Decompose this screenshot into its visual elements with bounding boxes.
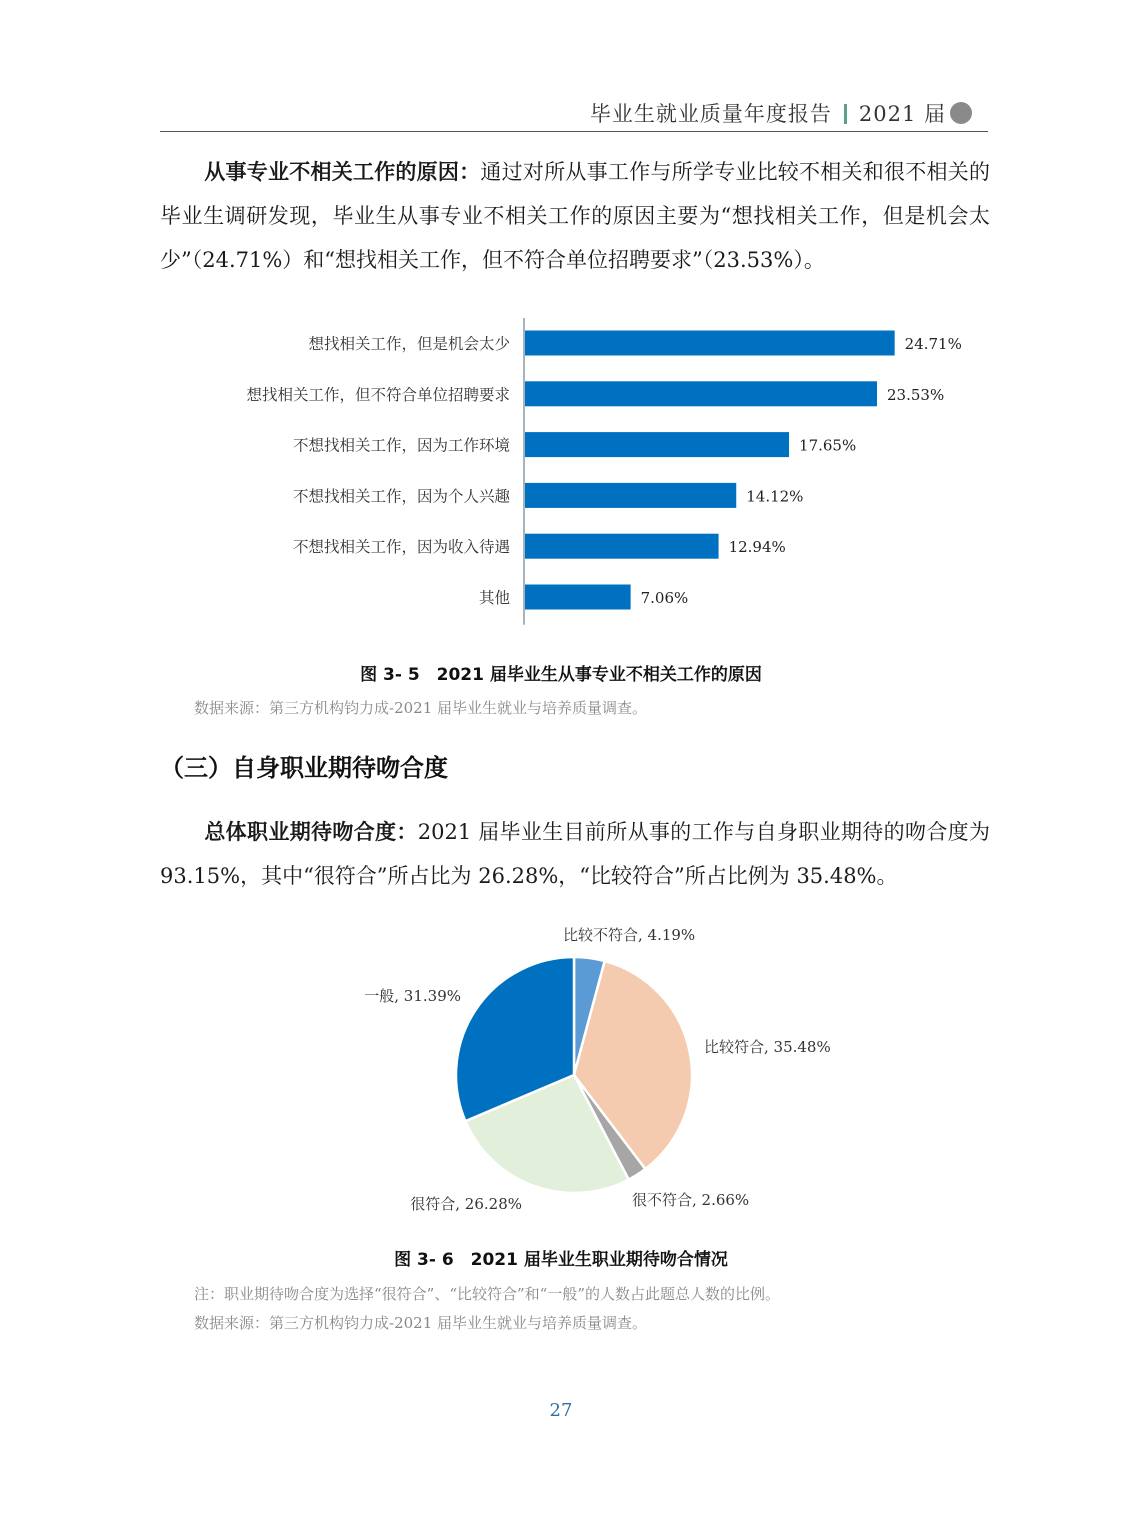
bar-chart-unrelated-reasons [160, 310, 990, 630]
bar-category-label: 不想找相关工作，因为收入待遇 [292, 538, 510, 557]
figure5-caption: 图 3- 5 2021 届毕业生从事专业不相关工作的原因 [360, 665, 762, 685]
paragraph-lead: 总体职业期待吻合度： [204, 820, 418, 844]
bar [525, 331, 895, 356]
bar-category-label: 其他 [478, 589, 510, 607]
paragraph-unrelated-reasons [160, 150, 990, 282]
pie-slice-label: 一般, 31.39% [364, 987, 461, 1005]
figure6-caption: 图 3- 6 2021 届毕业生职业期待吻合情况 [394, 1250, 728, 1270]
bar-value-label: 23.53% [887, 385, 945, 404]
header-dot-icon [950, 102, 972, 124]
bar [525, 534, 719, 559]
figure5-source: 数据来源：第三方机构钧力成-2021 届毕业生就业与培养质量调查。 [194, 699, 648, 717]
paragraph-lead: 从事专业不相关工作的原因： [204, 160, 481, 184]
bar [525, 483, 736, 508]
paragraph-text: 通过对所从事工作与所学专业比较不相关和很不相关的毕业生调研发现，毕业生从事专业不相关工作的原因主要为“想找相关工作，但是机会太少”（24.71%）和“想找相关工作，但不符合单位招聘要求”（23.53%）。 [160, 160, 990, 272]
paragraph-text: 2021 届毕业生目前所从事的工作与自身职业期待的吻合度为 93.15%，其中“很符合”所占比为 26.28%，“比较符合”所占比例为 35.48%。 [160, 820, 990, 888]
header-rule [160, 131, 988, 133]
pie-slice-label: 比较不符合, 4.19% [563, 926, 696, 944]
bar-category-label: 想找相关工作，但不符合单位招聘要求 [246, 385, 510, 404]
bar-value-label: 24.71% [904, 335, 962, 353]
figure6-source: 数据来源：第三方机构钧力成-2021 届毕业生就业与培养质量调查。 [194, 1314, 648, 1332]
header-text [590, 98, 946, 128]
bar-category-label: 不想找相关工作，因为工作环境 [292, 436, 510, 455]
header-edition: 2021 届 [858, 102, 946, 126]
page-header [160, 92, 988, 132]
header-separator [844, 104, 847, 124]
bar-category-label: 不想找相关工作，因为个人兴趣 [292, 487, 510, 506]
bar [525, 381, 877, 406]
pie-slice-label: 比较符合, 35.48% [704, 1038, 831, 1056]
paragraph-career-expectation [160, 810, 990, 898]
pie-slice-label: 很符合, 26.28% [410, 1195, 522, 1213]
pie-chart-career-expectation [300, 915, 860, 1225]
bar-value-label: 14.12% [746, 487, 804, 506]
bar [525, 585, 631, 610]
bar-value-label: 7.06% [640, 589, 689, 607]
pie-slice-label: 很不符合, 2.66% [632, 1191, 750, 1209]
bar-value-label: 12.94% [728, 538, 786, 557]
bar-value-label: 17.65% [799, 436, 857, 455]
figure6-note: 注：职业期待吻合度为选择“很符合”、“比较符合”和“一般”的人数占此题总人数的比例。 [194, 1285, 781, 1303]
bar [525, 432, 789, 457]
page-number: 27 [549, 1400, 573, 1421]
bar-category-label: 想找相关工作，但是机会太少 [308, 335, 510, 353]
header-title: 毕业生就业质量年度报告 [589, 102, 832, 126]
section-heading: （三）自身职业期待吻合度 [160, 754, 448, 782]
